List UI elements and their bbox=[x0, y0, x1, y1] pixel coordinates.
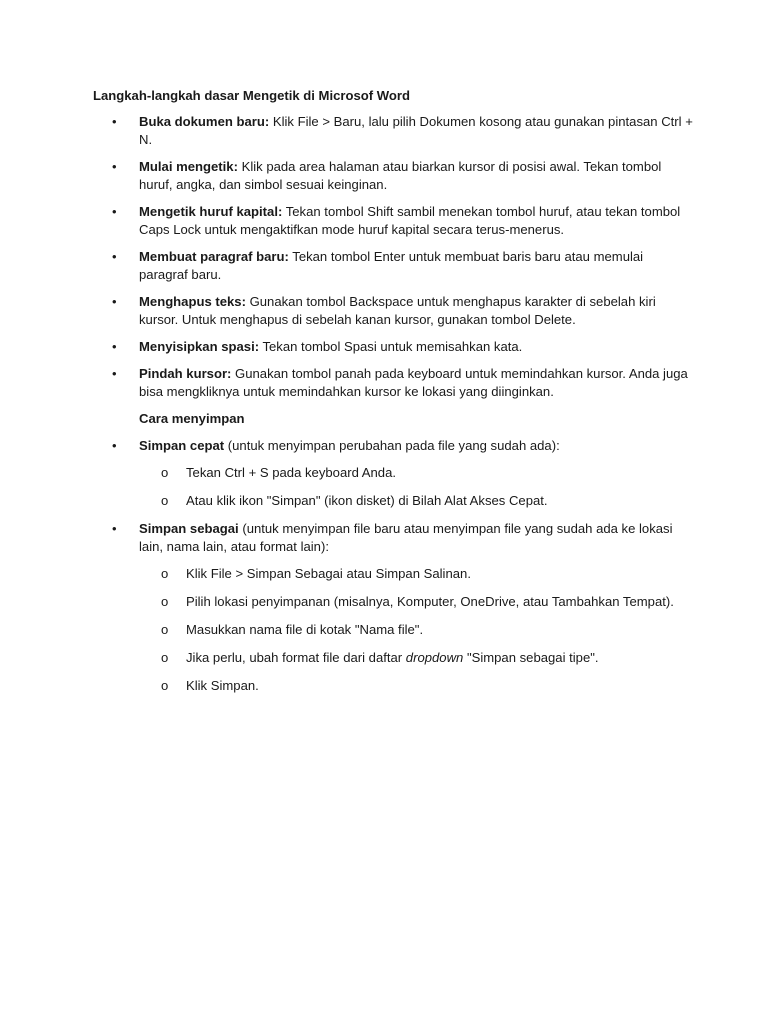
sub-item-text: Tekan Ctrl + S pada keyboard Anda. bbox=[186, 465, 396, 480]
step-text: Tekan tombol Spasi untuk memisahkan kata. bbox=[259, 339, 523, 354]
circle-bullet-icon: o bbox=[161, 678, 169, 693]
step-text: (untuk menyimpan perubahan pada file yang sudah ada): bbox=[224, 438, 560, 453]
step-text: Klik pada area halaman atau biarkan kursor di posisi awal. Tekan tombol huruf, angka, dan simbol sesuai keinginan. bbox=[139, 159, 662, 192]
list-item bbox=[93, 248, 693, 284]
sub-list-item bbox=[93, 649, 693, 667]
step-term: Menghapus teks: bbox=[139, 294, 246, 309]
step-term: Buka dokumen baru: bbox=[139, 114, 270, 129]
list-item bbox=[93, 203, 693, 239]
circle-bullet-icon: o bbox=[161, 622, 169, 637]
sub-list-item bbox=[93, 565, 693, 583]
step-text: Tekan tombol Shift sambil menekan tombol huruf, atau tekan tombol Caps Lock untuk mengaktifkan mode huruf kapital secara terus-menerus. bbox=[139, 204, 681, 237]
sub-list-item bbox=[93, 677, 693, 695]
circle-bullet-icon: o bbox=[161, 594, 169, 609]
step-term: Simpan sebagai bbox=[139, 521, 239, 536]
sub-item-text-after: "Simpan sebagai tipe". bbox=[463, 650, 599, 665]
sub-list-item bbox=[93, 464, 693, 482]
bullet-icon: • bbox=[112, 204, 117, 219]
step-term: Mengetik huruf kapital: bbox=[139, 204, 283, 219]
page-title: Langkah-langkah dasar Mengetik di Microsof Word bbox=[93, 88, 410, 103]
step-term: Mulai mengetik: bbox=[139, 159, 238, 174]
step-term: Pindah kursor: bbox=[139, 366, 232, 381]
sub-item-text: Masukkan nama file di kotak "Nama file". bbox=[186, 622, 424, 637]
bullet-icon: • bbox=[112, 159, 117, 174]
bullet-icon: • bbox=[112, 249, 117, 264]
bullet-icon: • bbox=[112, 294, 117, 309]
list-item bbox=[93, 437, 693, 455]
circle-bullet-icon: o bbox=[161, 650, 169, 665]
list-item bbox=[93, 293, 693, 329]
circle-bullet-icon: o bbox=[161, 465, 169, 480]
step-text: (untuk menyimpan file baru atau menyimpan file yang sudah ada ke lokasi lain, nama lain, atau format lain): bbox=[139, 521, 673, 554]
document-body bbox=[93, 87, 693, 705]
list-item bbox=[93, 520, 693, 556]
sub-list-item bbox=[93, 492, 693, 510]
step-text: Klik File > Baru, lalu pilih Dokumen kosong atau gunakan pintasan Ctrl + N. bbox=[139, 114, 693, 147]
bullet-icon: • bbox=[112, 339, 117, 354]
step-text: Gunakan tombol panah pada keyboard untuk memindahkan kursor. Anda juga bisa mengkliknya untuk memindahkan kursor ke lokasi yang diinginkan. bbox=[139, 366, 688, 399]
step-term: Membuat paragraf baru: bbox=[139, 249, 289, 264]
bullet-icon: • bbox=[112, 438, 117, 453]
list-item bbox=[93, 113, 693, 149]
step-term: Menyisipkan spasi: bbox=[139, 339, 260, 354]
step-text: Gunakan tombol Backspace untuk menghapus karakter di sebelah kiri kursor. Untuk menghapus di sebelah kanan kursor, gunakan tombol Delete. bbox=[139, 294, 656, 327]
step-text: Tekan tombol Enter untuk membuat baris baru atau memulai paragraf baru. bbox=[139, 249, 644, 282]
list-item bbox=[93, 365, 693, 401]
step-term: Simpan cepat bbox=[139, 438, 225, 453]
circle-bullet-icon: o bbox=[161, 566, 169, 581]
circle-bullet-icon: o bbox=[161, 493, 169, 508]
sub-item-text: Klik File > Simpan Sebagai atau Simpan Salinan. bbox=[186, 566, 471, 581]
sub-item-text-before: Jika perlu, ubah format file dari daftar bbox=[186, 650, 406, 665]
bullet-icon: • bbox=[112, 521, 117, 536]
sub-list-item bbox=[93, 593, 693, 611]
sub-item-text: Klik Simpan. bbox=[186, 678, 259, 693]
bullet-icon: • bbox=[112, 366, 117, 381]
bullet-icon: • bbox=[112, 114, 117, 129]
list-item bbox=[93, 158, 693, 194]
sub-item-italic: dropdown bbox=[405, 650, 464, 665]
sub-item-text: Atau klik ikon "Simpan" (ikon disket) di Bilah Alat Akses Cepat. bbox=[186, 493, 548, 508]
list-item bbox=[93, 338, 693, 356]
sub-list-item bbox=[93, 621, 693, 639]
sub-item-text: Pilih lokasi penyimpanan (misalnya, Komputer, OneDrive, atau Tambahkan Tempat). bbox=[186, 594, 674, 609]
section-heading: Cara menyimpan bbox=[139, 411, 245, 426]
